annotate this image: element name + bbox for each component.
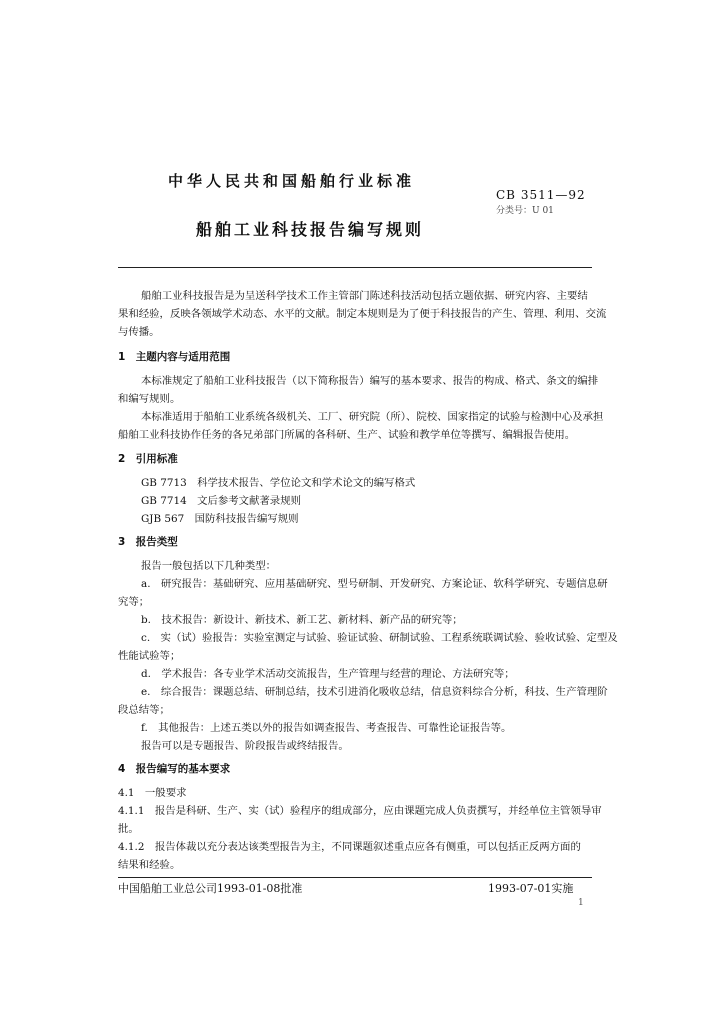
subsection-4-1: 4.1 一般要求	[118, 787, 187, 799]
section-1-para-2-line-2: 船舶工业科技协作任务的各兄弟部门所属的各科研、生产、试验和教学单位等撰写、编辑报告使用。	[118, 429, 576, 441]
section-1-para-1-line-2: 和编写规则。	[118, 393, 181, 405]
type-e-line-2: 段总结等；	[118, 704, 170, 716]
header-divider	[118, 267, 592, 268]
type-c-line-2: 性能试验等；	[118, 650, 181, 662]
clause-4-1-2-line-2: 结果和经验。	[118, 859, 181, 871]
clause-4-1-2-line-1: 4.1.2 报告体裁以充分表达该类型报告为主，不同课题叙述重点应各有侧重，可以包括正反两方面的	[118, 841, 581, 853]
type-d: d. 学术报告：各专业学术活动交流报告，生产管理与经营的理论、方法研究等；	[141, 668, 515, 680]
org-title: 中华人民共和国船舶行业标准	[168, 172, 416, 190]
clause-4-1-1-line-2: 批。	[118, 823, 139, 835]
section-1-para-2-line-1: 本标准适用于船舶工业系统各级机关、工厂、研究院（所）、院校、国家指定的试验与检测中心及承担	[141, 411, 604, 423]
intro-line-3: 与传播。	[118, 326, 160, 338]
reference-item: GB 7714 文后参考文献著录规则	[141, 495, 301, 507]
footer-divider	[118, 877, 592, 878]
document-title: 船舶工业科技报告编写规则	[196, 220, 425, 239]
section-3-tail: 报告可以是专题报告、阶段报告或终结报告。	[141, 740, 349, 752]
type-c-line-1: c. 实（试）验报告：实验室测定与试验、验证试验、研制试验、工程系统联调试验、验收试验、定型及	[141, 632, 618, 644]
approval-date: 中国船舶工业总公司1993-01-08批准	[118, 882, 303, 895]
type-a-line-1: a. 研究报告：基础研究、应用基础研究、型号研制、开发研究、方案论证、软科学研究、专题信息研	[141, 578, 608, 590]
section-3-lead: 报告一般包括以下几种类型：	[141, 560, 277, 572]
reference-item: GJB 567 国防科技报告编写规则	[141, 513, 299, 525]
type-a-line-2: 究等；	[118, 596, 150, 608]
intro-line-1: 船舶工业科技报告是为呈送科学技术工作主管部门陈述科技活动包括立题依据、研究内容、主要结	[141, 290, 588, 302]
standard-number: CB 3511—92	[496, 188, 586, 202]
section-1-heading: 1 主题内容与适用范围	[118, 351, 231, 363]
section-2-heading: 2 引用标准	[118, 453, 178, 465]
intro-line-2: 果和经验，反映各领域学术动态、水平的文献。制定本规则是为了便于科技报告的产生、管理、利用、交流	[118, 308, 607, 320]
type-f: f. 其他报告：上述五类以外的报告如调查报告、考查报告、可靠性论证报告等。	[141, 722, 512, 734]
reference-item: GB 7713 科学技术报告、学位论文和学术论文的编写格式	[141, 477, 416, 489]
type-e-line-1: e. 综合报告：课题总结、研制总结，技术引进消化吸收总结，信息资料综合分析，科技、生产管理阶	[141, 686, 608, 698]
page-number: 1	[578, 898, 584, 908]
section-3-heading: 3 报告类型	[118, 536, 178, 548]
type-b: b. 技术报告：新设计、新技术、新工艺、新材料、新产品的研究等；	[141, 614, 463, 626]
classification-number: 分类号：U 01	[496, 206, 554, 216]
clause-4-1-1-line-1: 4.1.1 报告是科研、生产、实（试）验程序的组成部分，应由课题完成人负责撰写，并经单位主管领导审	[118, 805, 602, 817]
section-4-heading: 4 报告编写的基本要求	[118, 763, 231, 775]
section-1-para-1-line-1: 本标准规定了船舶工业科技报告（以下简称报告）编写的基本要求、报告的构成、格式、条文的编排	[141, 375, 599, 387]
effective-date: 1993-07-01实施	[488, 882, 574, 895]
